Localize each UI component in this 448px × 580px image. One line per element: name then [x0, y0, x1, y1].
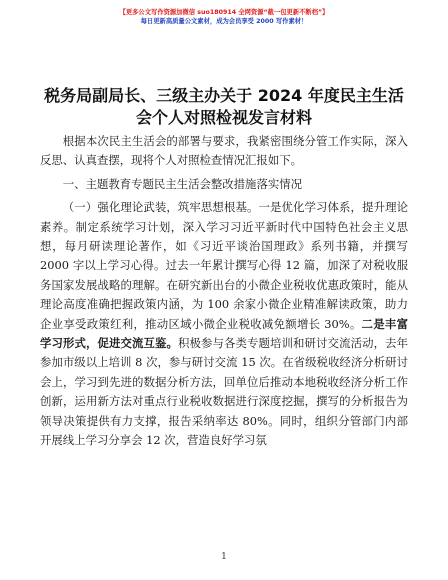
paragraph-bold-phrase: 二是丰富学习形式，促进交流互鉴。 — [40, 316, 408, 351]
promo-banner — [0, 8, 448, 26]
paragraph-text-part-2: 积极参与各类专题培训和研讨交流活动，去年参加市级以上培训 8 次，参与研讨交流 15 次。在省级税收经济分析研讨会上，学习到先进的数据分析方法，回单位后推动本地税收经济分析工作创新，运用新方法对重点行业税收数据进行深度挖掘，撰写的分析报告为领导决策提供有力支撑，报告采纳率达 80%。同时，组织分管部门内部开展线上学习分享会 12 次，营造良好学习氛 — [40, 336, 408, 448]
paragraph-text-part-1: （一）强化理论武装，筑牢思想根基。一是优化学习体系，提升理论素养。制定系统学习计划，深入学习习近平新时代中国特色社会主义思想，每月研读理论著作，如《习近平谈治国理政》系列书籍，并撰写 2000 字以上学习心得。过去一年累计撰写心得 12 篇，加深了对税收服务国家发展战略的理解。在研究新出台的小微企业税收优惠政策时，能从理论高度准确把握政策内涵，为 100 余家小微企业精准解读政策，助力企业享受政策红利，推动区域小微企业税收减免额增长 30%。 — [40, 200, 408, 331]
promo-banner-line-1: 【更多公文写作资源加微信 suo180914 全网资源“截一包更新不断档”】 — [119, 9, 329, 16]
document-body — [40, 132, 408, 455]
page-number: 1 — [221, 552, 227, 562]
document-title: 税务局副局长、三级主办关于 2024 年度民主生活会个人对照检视发言材料 — [44, 86, 404, 127]
section-heading: 一、主题教育专题民主生活会整改措施落实情况 — [62, 176, 303, 191]
promo-banner-line-2: 每日更新高质量公文素材，成为会员享受 2000 写作素材！ — [140, 18, 308, 25]
body-paragraph — [40, 198, 408, 450]
intro-paragraph: 根据本次民主生活会的部署与要求，我紧密围绕分管工作实际，深入反思、认真查摆，现将个人对照检查情况汇报如下。 — [40, 134, 408, 168]
